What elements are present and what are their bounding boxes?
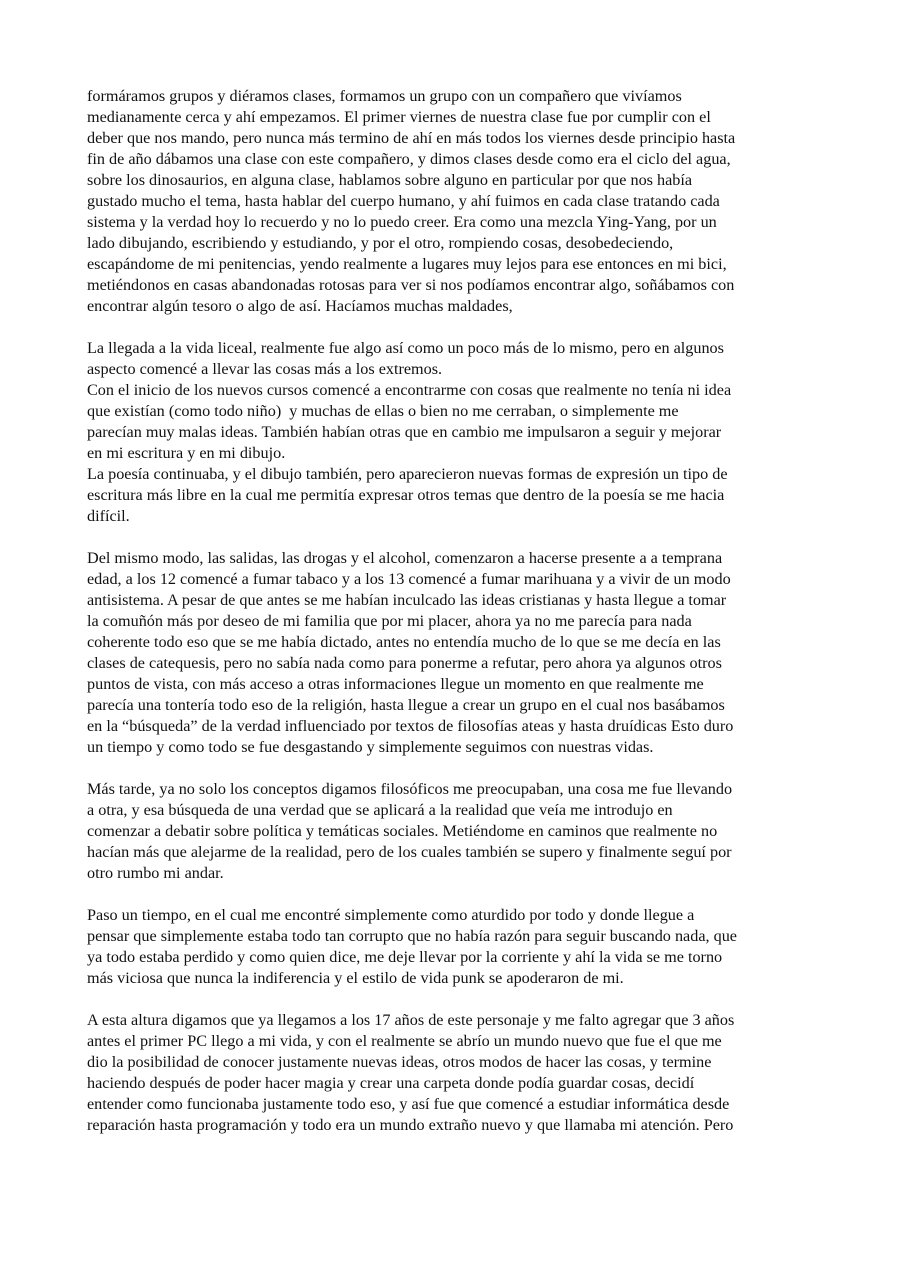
text-line: gustado mucho el tema, hasta hablar del cuerpo humano, y ahí fuimos en cada clase tratando cada xyxy=(87,192,720,210)
text-line: Del mismo modo, las salidas, las drogas y el alcohol, comenzaron a hacerse presente a a temprana xyxy=(87,549,723,567)
text-line: pensar que simplemente estaba todo tan corrupto que no había razón para seguir buscando nada, que xyxy=(87,927,737,945)
text-line: que existían (como todo niño) y muchas de ellas o bien no me cerraban, o simplemente me xyxy=(87,402,679,420)
text-line: edad, a los 12 comencé a fumar tabaco y a los 13 comencé a fumar marihuana y a vivir de un modo xyxy=(87,570,731,588)
paragraph xyxy=(87,1010,827,1136)
text-line: haciendo después de poder hacer magia y crear una carpeta donde podía guardar cosas, decidí xyxy=(87,1074,695,1092)
text-line: entender como funcionaba justamente todo eso, y así fue que comencé a estudiar informática desde xyxy=(87,1095,730,1113)
text-line: clases de catequesis, pero no sabía nada como para ponerme a refutar, pero ahora ya algunos otros xyxy=(87,654,722,672)
text-line: en mi escritura y en mi dibujo. xyxy=(87,444,286,462)
text-line: lado dibujando, escribiendo y estudiando, y por el otro, rompiendo cosas, desobedeciendo, xyxy=(87,234,674,252)
paragraph xyxy=(87,548,827,758)
text-line: deber que nos mando, pero nunca más termino de ahí en más todos los viernes desde principio hasta xyxy=(87,129,736,147)
text-line: Más tarde, ya no solo los conceptos digamos filosóficos me preocupaban, una cosa me fue llevando xyxy=(87,780,733,798)
text-line: otro rumbo mi andar. xyxy=(87,864,224,882)
paragraph xyxy=(87,779,827,884)
text-line: La poesía continuaba, y el dibujo también, pero aparecieron nuevas formas de expresión un tipo de xyxy=(87,465,728,483)
text-line: la comuñón más por deseo de mi familia que por mi placer, ahora ya no me parecía para nada xyxy=(87,612,692,630)
text-line: medianamente cerca y ahí empezamos. El primer viernes de nuestra clase fue por cumplir con el xyxy=(87,108,711,126)
text-line: Paso un tiempo, en el cual me encontré simplemente como aturdido por todo y donde llegue a xyxy=(87,906,695,924)
text-line: puntos de vista, con más acceso a otras informaciones llegue un momento en que realmente me xyxy=(87,675,704,693)
text-line: parecían muy malas ideas. También habían otras que en cambio me impulsaron a seguir y mejorar xyxy=(87,423,722,441)
text-line: hacían más que alejarme de la realidad, pero de los cuales también se supero y finalmente seguí por xyxy=(87,843,732,861)
text-line: difícil. xyxy=(87,507,130,525)
text-line: un tiempo y como todo se fue desgastando y simplemente seguimos con nuestras vidas. xyxy=(87,738,654,756)
text-line: dio la posibilidad de conocer justamente nuevas ideas, otros modos de hacer las cosas, y termine xyxy=(87,1053,712,1071)
text-line: coherente todo eso que se me había dictado, antes no entendía mucho de lo que se me decía en las xyxy=(87,633,721,651)
text-line: parecía una tontería todo eso de la religión, hasta llegue a crear un grupo en el cual nos basábamos xyxy=(87,696,725,714)
paragraph xyxy=(87,905,827,989)
text-line: fin de año dábamos una clase con este compañero, y dimos clases desde como era el ciclo del agua, xyxy=(87,150,731,168)
text-line: metiéndonos en casas abandonadas rotosas para ver si nos podíamos encontrar algo, soñábamos con xyxy=(87,276,735,294)
text-line: aspecto comencé a llevar las cosas más a los extremos. xyxy=(87,360,443,378)
text-line: reparación hasta programación y todo era un mundo extraño nuevo y que llamaba mi atención. Pero xyxy=(87,1116,734,1134)
text-line: Con el inicio de los nuevos cursos comencé a encontrarme con cosas que realmente no tenía ni idea xyxy=(87,381,732,399)
text-line: antisistema. A pesar de que antes se me habían inculcado las ideas cristianas y hasta llegue a tomar xyxy=(87,591,727,609)
text-line: a otra, y esa búsqueda de una verdad que se aplicará a la realidad que veía me introdujo en xyxy=(87,801,673,819)
text-line: comenzar a debatir sobre política y temáticas sociales. Metiéndome en caminos que realmente no xyxy=(87,822,718,840)
text-line: ya todo estaba perdido y como quien dice, me deje llevar por la corriente y ahí la vida se me torno xyxy=(87,948,723,966)
text-line: formáramos grupos y diéramos clases, formamos un grupo con un compañero que vivíamos xyxy=(87,87,682,105)
text-line: sistema y la verdad hoy lo recuerdo y no lo puedo creer. Era como una mezcla Ying-Yang, por un xyxy=(87,213,717,231)
text-line: La llegada a la vida liceal, realmente fue algo así como un poco más de lo mismo, pero en algunos xyxy=(87,339,724,357)
text-line: encontrar algún tesoro o algo de así. Hacíamos muchas maldades, xyxy=(87,297,513,315)
paragraph xyxy=(87,338,827,527)
paragraph xyxy=(87,86,827,317)
text-line: antes el primer PC llego a mi vida, y con el realmente se abrío un mundo nuevo que fue el que me xyxy=(87,1032,722,1050)
text-line: escritura más libre en la cual me permitía expresar otros temas que dentro de la poesía se me hacia xyxy=(87,486,725,504)
text-line: sobre los dinosaurios, en alguna clase, hablamos sobre alguno en particular por que nos había xyxy=(87,171,693,189)
text-line: A esta altura digamos que ya llegamos a los 17 años de este personaje y me falto agregar que 3 años xyxy=(87,1011,735,1029)
text-line: escapándome de mi penitencias, yendo realmente a lugares muy lejos para ese entonces en mi bici, xyxy=(87,255,727,273)
document-page xyxy=(87,86,827,1157)
text-line: en la “búsqueda” de la verdad influenciado por textos de filosofías ateas y hasta druídicas Esto duro xyxy=(87,717,734,735)
text-line: más viciosa que nunca la indiferencia y el estilo de vida punk se apoderaron de mi. xyxy=(87,969,624,987)
